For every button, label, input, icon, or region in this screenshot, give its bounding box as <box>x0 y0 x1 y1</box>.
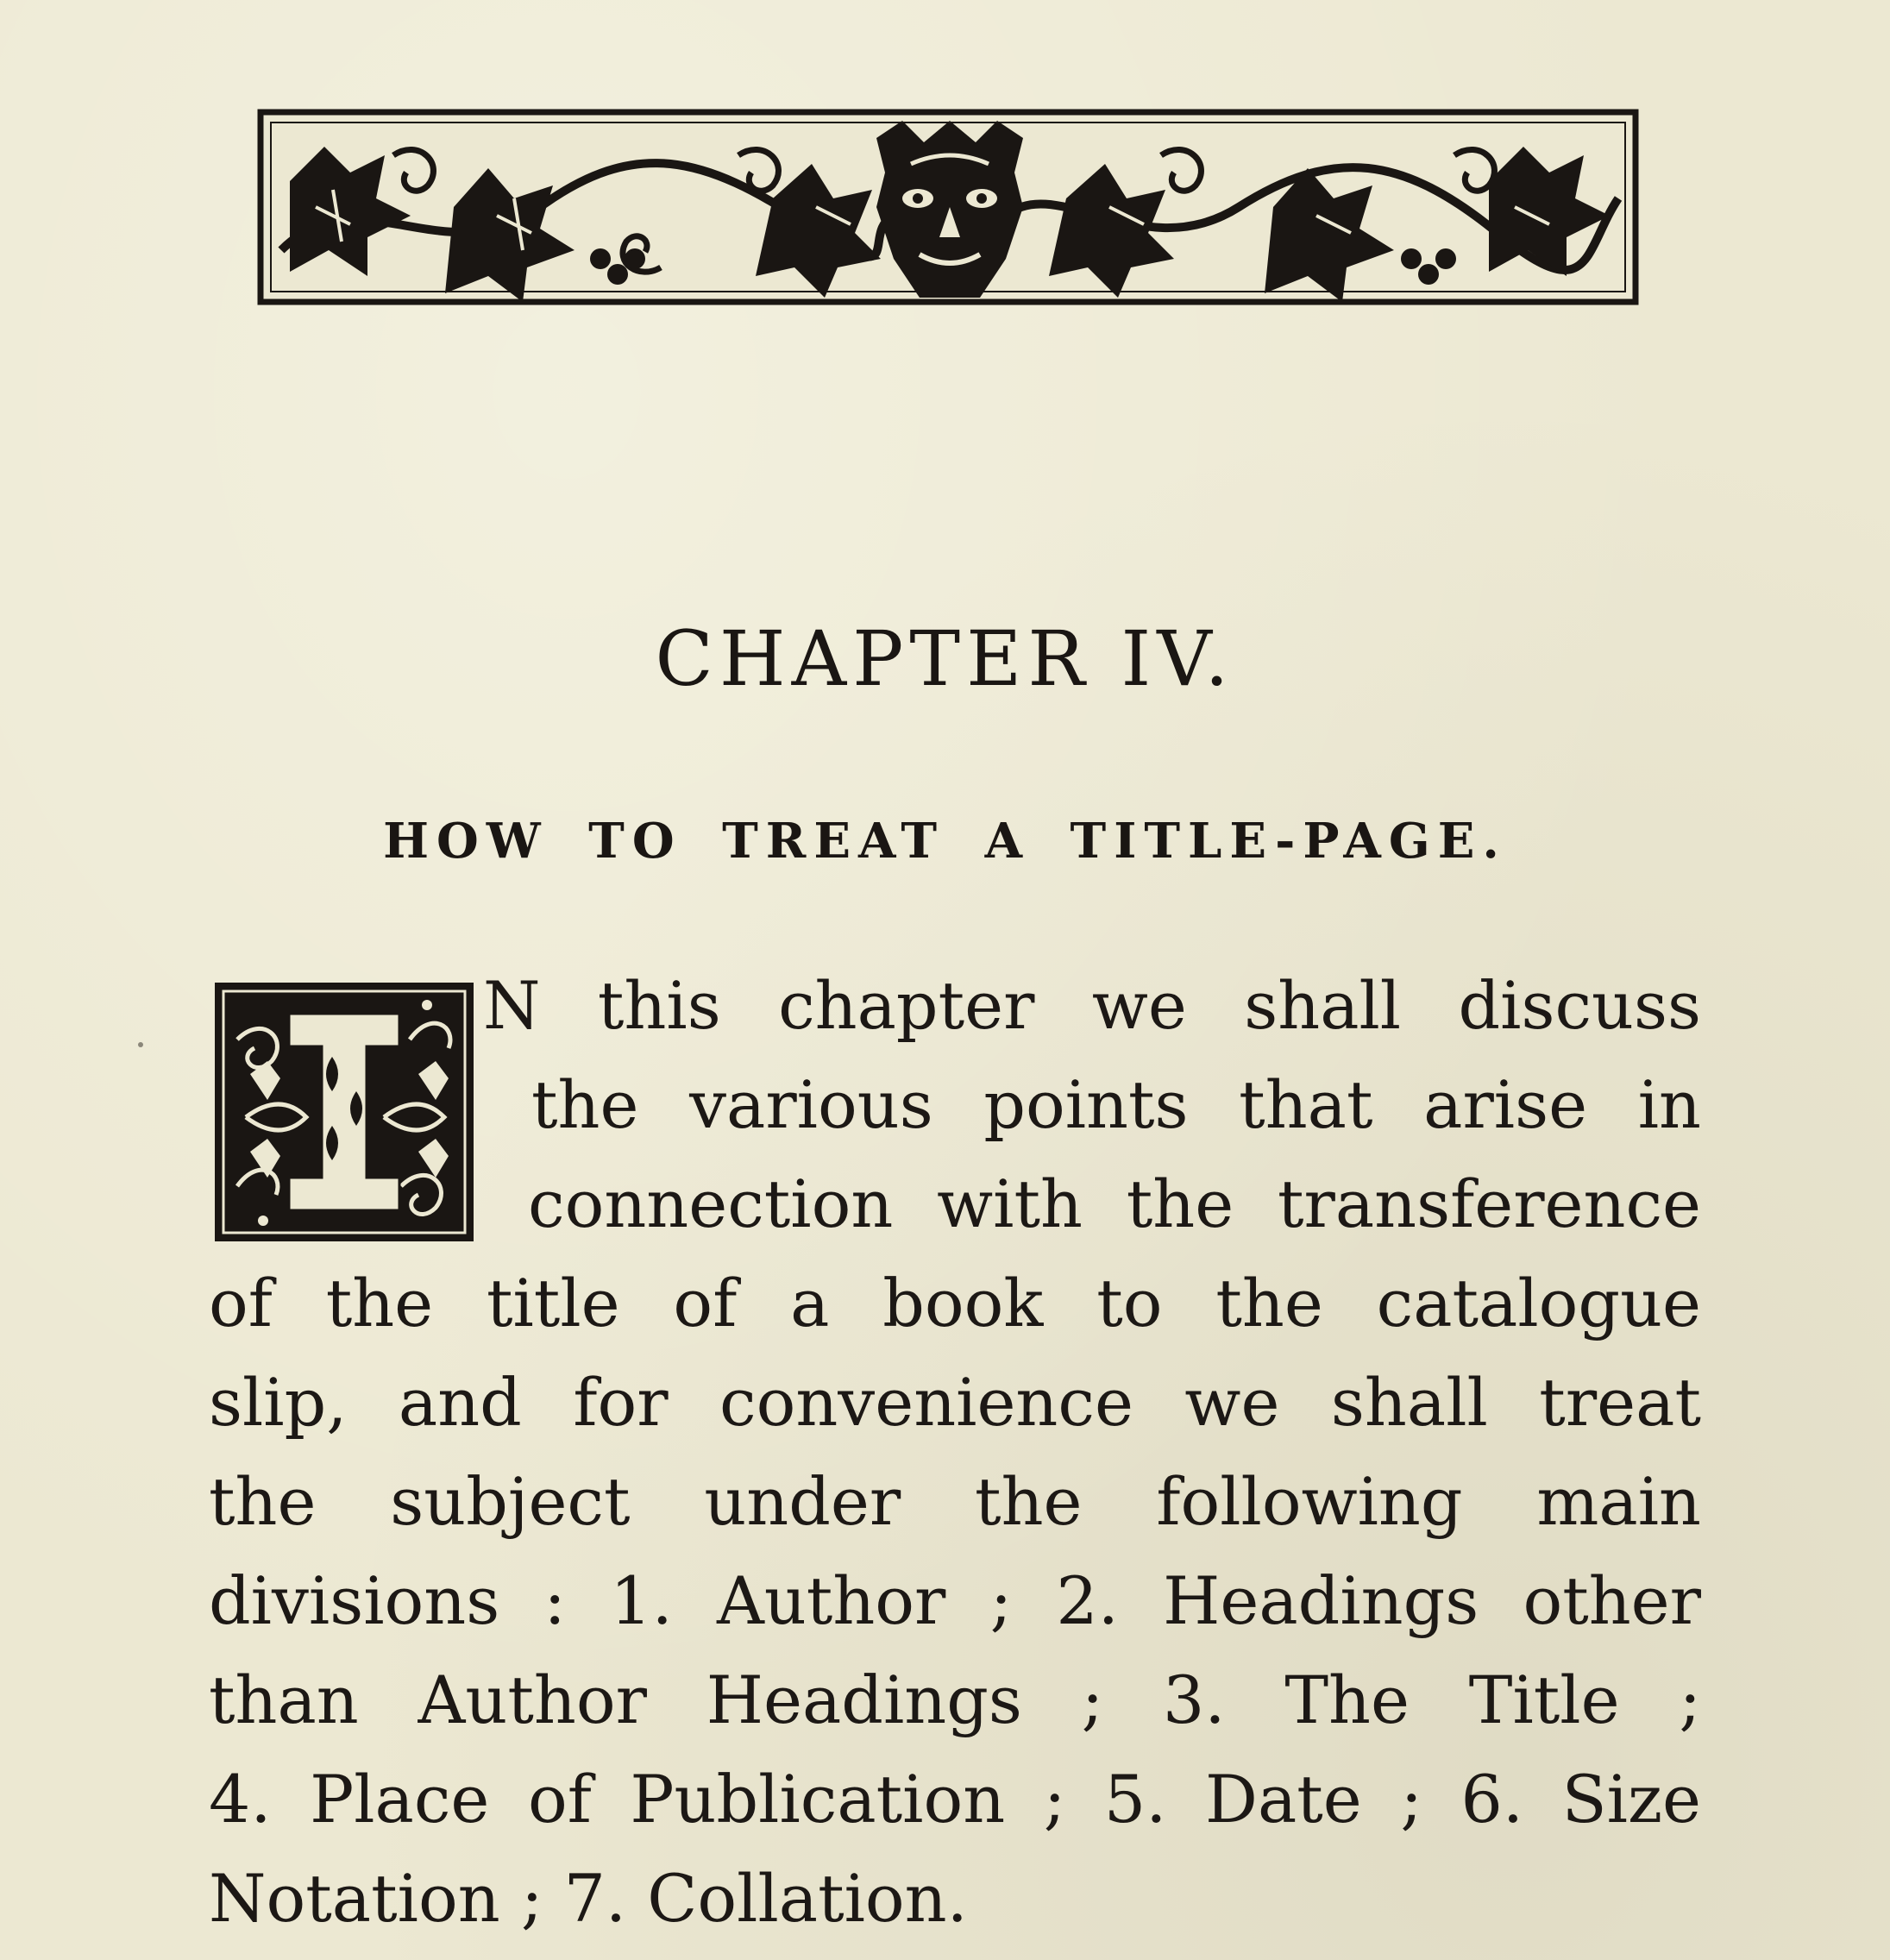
paragraph-line: 4. Place of Publication ; 5. Date ; 6. Size <box>209 1761 1701 1838</box>
chapter-number-heading: CHAPTER IV. <box>655 614 1235 703</box>
vine-headpiece-ornament-icon <box>255 104 1641 309</box>
paper-speck <box>138 1042 143 1047</box>
paragraph-line-last: Notation ; 7. Collation. <box>209 1860 968 1937</box>
paragraph-line: than Author Headings ; 3. The Title ; <box>209 1662 1701 1738</box>
initial-letter-glyph: I <box>343 1238 345 1239</box>
paragraph-line: the various points that arise in <box>531 1066 1701 1143</box>
paragraph-line: of the title of a book to the catalogue <box>209 1265 1701 1341</box>
paragraph-line: the subject under the following main <box>209 1463 1701 1540</box>
chapter-subtitle-heading: HOW TO TREAT A TITLE-PAGE. <box>383 813 1507 870</box>
paragraph-line: N this chapter we shall discuss <box>483 967 1701 1044</box>
paragraph-line: connection with the transference <box>528 1165 1701 1242</box>
paragraph-line: slip, and for convenience we shall treat <box>209 1364 1701 1441</box>
paragraph-line: divisions : 1. Author ; 2. Headings other <box>209 1562 1701 1639</box>
decorated-initial-letter-icon <box>211 979 477 1245</box>
